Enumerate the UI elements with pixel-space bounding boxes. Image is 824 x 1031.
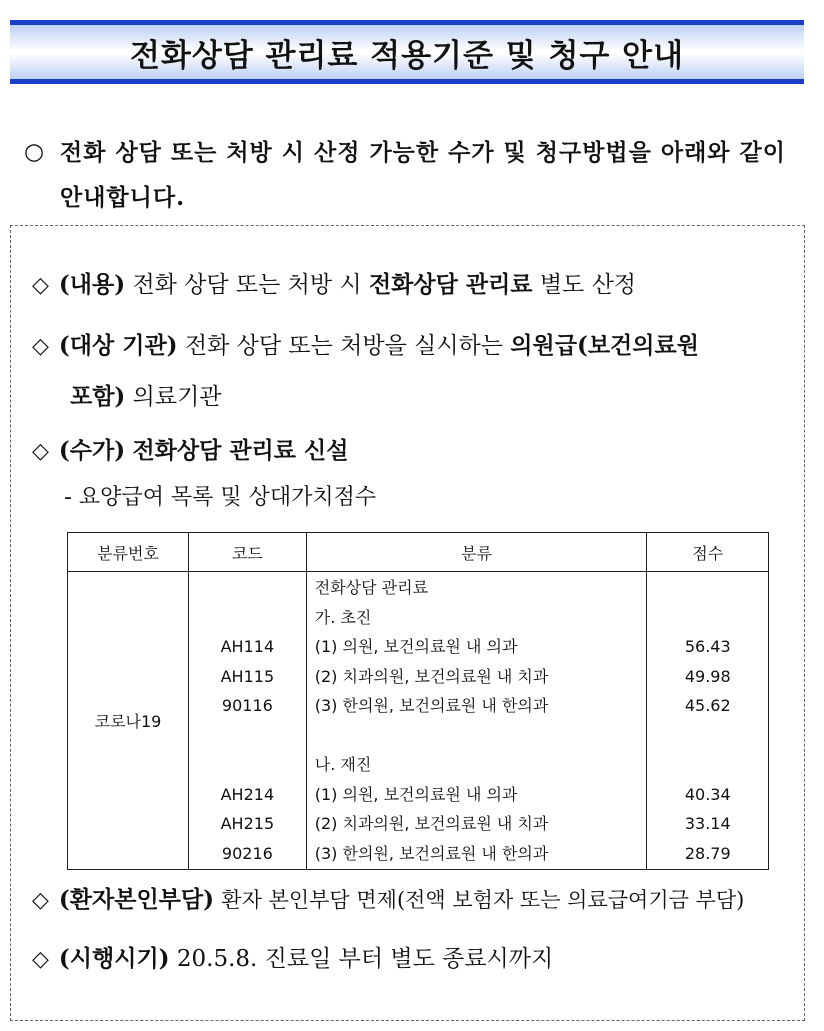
item-effective-text: 20.5.8. 진료일 부터 별도 종료시까지 (176, 946, 554, 972)
desc-0: 전화상담 관리료 (314, 578, 429, 597)
item-copay-label: (환자본인부담) (58, 886, 214, 913)
item-content-label: (내용) (58, 271, 126, 298)
score-7: 40.34 (684, 784, 731, 804)
desc-4: (3) 한의원, 보건의료원 내 한의과 (314, 696, 549, 715)
item-content-text2: 별도 산정 (539, 272, 637, 298)
code-6 (190, 750, 305, 780)
code-7: AH214 (220, 784, 275, 804)
item-target-label: (대상 기관) (58, 332, 178, 359)
item-target-text2: 의료기관 (132, 384, 222, 410)
item-fee (32, 426, 348, 477)
diamond-bullet-icon: ◇ (32, 947, 49, 972)
code-4: 90116 (221, 696, 273, 715)
score-5 (648, 721, 767, 751)
cell-scores (647, 572, 769, 870)
item-fee-label: (수가) (58, 437, 126, 464)
intro-paragraph (24, 130, 814, 220)
diamond-bullet-icon: ◇ (32, 439, 49, 464)
item-copay (32, 875, 802, 926)
item-target-strong1: 의원급(보건의료원 (510, 332, 699, 359)
desc-5 (315, 721, 646, 751)
code-2: AH114 (220, 637, 275, 656)
item-effective-label: (시행시기) (58, 945, 170, 972)
score-3: 49.98 (684, 666, 731, 686)
item-copay-text: 환자 본인부담 면제(전액 보험자 또는 의료급여기금 부담) (221, 888, 745, 912)
desc-7: (1) 의원, 보건의료원 내 의과 (314, 784, 518, 804)
code-3: AH115 (220, 666, 275, 686)
circle-bullet-icon: ○ (24, 139, 45, 165)
desc-6: 나. 재진 (314, 755, 372, 774)
item-fee-strong: 전화상담 관리료 신설 (132, 437, 349, 464)
code-5 (190, 721, 305, 751)
header-classification: 분류 (306, 533, 647, 572)
header-code: 코드 (189, 533, 307, 572)
desc-3: (2) 치과의원, 보건의료원 내 치과 (314, 666, 549, 686)
table-row (68, 572, 769, 870)
intro-text: 전화 상담 또는 처방 시 산정 가능한 수가 및 청구방법을 아래와 같이 안내합니다. (60, 139, 786, 211)
score-6 (648, 750, 767, 780)
score-8: 33.14 (684, 814, 731, 833)
item-target-text1: 전화 상담 또는 처방을 실시하는 (184, 333, 503, 359)
cell-category: 코로나19 (68, 572, 189, 870)
desc-8: (2) 치과의원, 보건의료원 내 치과 (314, 814, 549, 833)
score-9: 28.79 (684, 843, 731, 863)
item-target (32, 321, 802, 422)
code-1 (190, 603, 305, 633)
table-header-row (68, 533, 769, 572)
item-content-text1: 전화 상담 또는 처방 시 (132, 272, 362, 298)
diamond-bullet-icon: ◇ (32, 888, 49, 913)
code-9: 90216 (221, 843, 273, 863)
desc-9: (3) 한의원, 보건의료원 내 한의과 (314, 843, 549, 863)
item-content (32, 260, 636, 311)
score-0 (648, 573, 767, 603)
desc-2: (1) 의원, 보건의료원 내 의과 (314, 637, 518, 656)
item-effective (32, 934, 553, 985)
code-8: AH215 (220, 814, 275, 833)
desc-1: 가. 초진 (314, 607, 372, 627)
score-1 (648, 603, 767, 633)
header-category-no: 분류번호 (68, 533, 189, 572)
page-title: 전화상담 관리료 적용기준 및 청구 안내 (129, 37, 685, 74)
header-score: 점수 (647, 533, 769, 572)
diamond-bullet-icon: ◇ (32, 273, 49, 298)
score-2: 56.43 (684, 637, 731, 656)
cell-descriptions (306, 572, 647, 870)
score-4: 45.62 (684, 696, 731, 715)
diamond-bullet-icon: ◇ (32, 334, 49, 359)
item-content-strong: 전화상담 관리료 (368, 271, 533, 298)
code-0 (190, 573, 305, 603)
sub-heading: - 요양급여 목록 및 상대가치점수 (64, 485, 377, 510)
title-banner (10, 20, 804, 84)
item-target-strong2: 포함) (70, 383, 126, 410)
cell-codes (189, 572, 307, 870)
fee-table (67, 532, 769, 870)
